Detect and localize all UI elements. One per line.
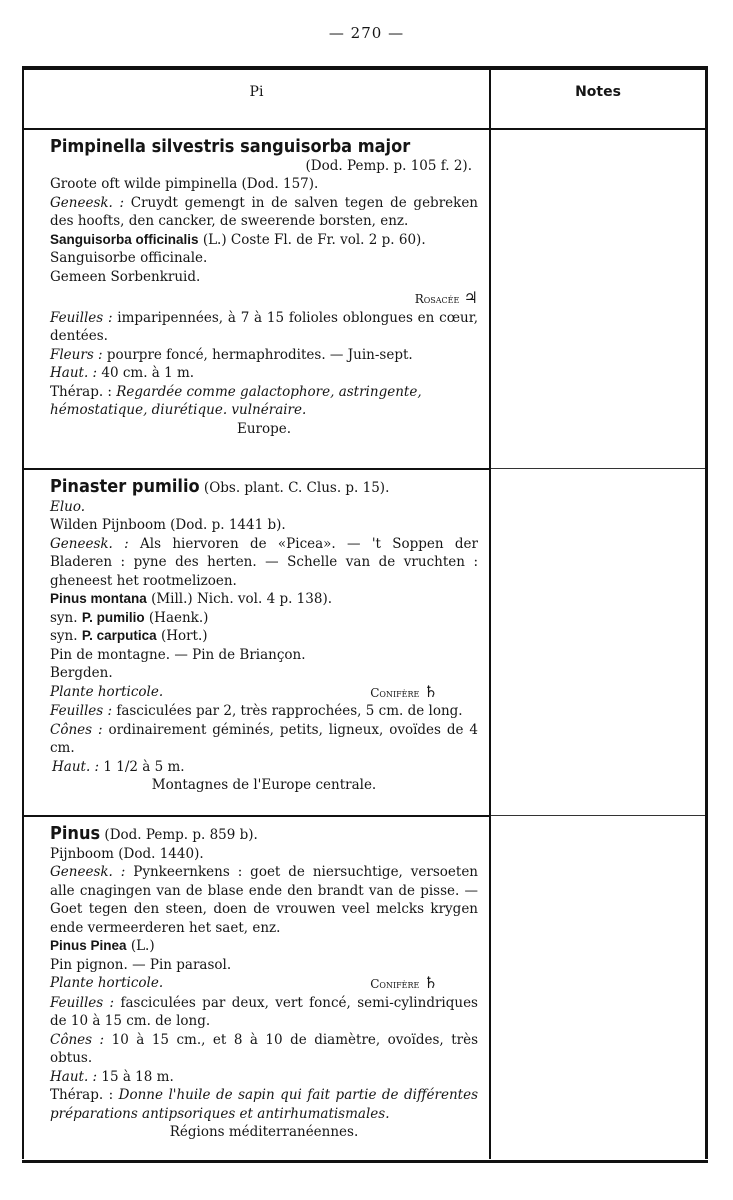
- synonym-ref: (Hort.): [160, 628, 208, 644]
- entry-title: Pinaster pumilio: [50, 476, 200, 497]
- entry-reference: (Dod. Pemp. p. 859 b).: [104, 827, 258, 843]
- entry-title: Pinus: [50, 823, 101, 844]
- french-names: Pin pignon. — Pin parasol.: [50, 956, 232, 973]
- family-name: Rosacée: [414, 292, 460, 306]
- table-right-border: [705, 66, 708, 1159]
- section-divider: [24, 468, 489, 470]
- dutch-name: Gemeen Sorbenkruid.: [50, 268, 201, 285]
- synonym-name: P. pumilio: [81, 609, 145, 625]
- vernacular-name: Wilden Pijnboom (Dod. p. 1441 b).: [50, 517, 286, 533]
- fleurs-text: pourpre foncé, hermaphrodites. — Juin-sept.: [106, 346, 413, 363]
- vernacular-name: Groote oft wilde pimpinella (Dod. 157).: [50, 176, 319, 192]
- column-divider: [489, 66, 491, 1159]
- scientific-ref: (Mill.) Nich. vol. 4 p. 138).: [151, 591, 333, 607]
- therap-label: Thérap. :: [50, 1087, 114, 1103]
- table-left-border: [22, 66, 24, 1159]
- geneesk-label: Geneesk. :: [50, 194, 125, 211]
- notes-header: Notes: [575, 84, 621, 100]
- french-names: Pin de montagne. — Pin de Briançon.: [50, 646, 306, 663]
- synonym-name: P. carputica: [81, 628, 157, 643]
- entry-pimpinella: [50, 138, 478, 438]
- cones-label: Cônes :: [50, 1031, 105, 1048]
- region: Régions méditerranéennes.: [169, 1124, 359, 1140]
- cones-label: Cônes :: [50, 721, 103, 738]
- shrub-symbol: ♄: [423, 973, 438, 992]
- vernacular-name: Pijnboom (Dod. 1440).: [50, 845, 204, 862]
- geneesk-text: Als hiervoren de «Picea». — 't Soppen der Bladeren : pyne des herten. — Schelle van de vruchten : gheneest het rootmelizoen.: [50, 535, 478, 589]
- shrub-symbol: ♄: [423, 681, 438, 701]
- entry-title: Pimpinella silvestris sanguisorba major: [50, 136, 411, 157]
- scientific-name: Pinus montana: [50, 591, 147, 606]
- therap-label: Thérap. :: [50, 383, 112, 400]
- entry-pinus: [50, 825, 478, 1142]
- perennial-symbol: ♃: [463, 288, 478, 307]
- section-divider: [24, 815, 489, 817]
- feuilles-label: Feuilles :: [50, 309, 113, 326]
- syn-word: syn.: [50, 628, 78, 644]
- haut-label: Haut. :: [50, 365, 98, 381]
- eluo-label: Eluo.: [50, 498, 86, 515]
- region: Europe.: [236, 420, 292, 437]
- haut-label: Haut. :: [52, 758, 100, 775]
- entry-pinaster: [50, 478, 478, 795]
- therap-text: Donne l'huile de sapin qui fait partie de différentes préparations antipsoriques et antirhumatismales.: [50, 1087, 479, 1122]
- geneesk-text: Pynkeernkens : goet de niersuchtige, versoeten alle cnagingen van de blase ende den brandt van de pisse. — Goet tegen den steen, doen de vrouwen veel melcks krygen ende vermeerderen het saet, enz.: [50, 864, 479, 936]
- french-name: Sanguisorbe officinale.: [50, 250, 208, 266]
- notes-divider: [491, 468, 705, 469]
- scientific-name: Sanguisorba officinalis: [50, 231, 199, 247]
- geneesk-text: Cruydt gemengt in de salven tegen de gebreken des hoofts, den cancker, de sweerende borsten, enz.: [50, 194, 479, 229]
- family-name: Conifère: [370, 977, 420, 991]
- cones-text: ordinairement géminés, petits, ligneux, ovoïdes de 4 cm.: [50, 721, 478, 756]
- entry-reference: (Dod. Pemp. p. 105 f. 2).: [305, 157, 472, 174]
- feuilles-text: fasciculées par 2, très rapprochées, 5 cm. de long.: [116, 703, 463, 719]
- region: Montagnes de l'Europe centrale.: [151, 777, 377, 793]
- feuilles-label: Feuilles :: [50, 994, 115, 1011]
- page-number: — 270 —: [328, 24, 405, 42]
- plante-horticole: Plante horticole.: [50, 683, 164, 700]
- scientific-ref: (L.) Coste Fl. de Fr. vol. 2 p. 60).: [202, 231, 426, 248]
- section-header-letters: Pi: [249, 84, 264, 100]
- notes-divider: [491, 815, 705, 816]
- header-rule: [24, 128, 705, 130]
- geneesk-label: Geneesk. :: [50, 535, 129, 552]
- plante-horticole: Plante horticole.: [50, 975, 164, 991]
- feuilles-text: imparipennées, à 7 à 15 folioles oblongues en cœur, dentées.: [50, 309, 478, 344]
- syn-word: syn.: [50, 609, 78, 626]
- dutch-name: Bergden.: [50, 665, 113, 681]
- fleurs-label: Fleurs :: [50, 346, 103, 363]
- entry-reference: (Obs. plant. C. Clus. p. 15).: [203, 480, 390, 496]
- therap-text: Regardée comme galactophore, astringente, hémostatique, diurétique. vulnéraire.: [50, 383, 422, 418]
- family-name: Conifère: [370, 685, 420, 700]
- scientific-name: Pinus Pinea: [50, 938, 127, 953]
- cones-text: 10 à 15 cm., et 8 à 10 de diamètre, ovoïdes, très obtus.: [50, 1031, 478, 1066]
- haut-text: 1 1/2 à 5 m.: [103, 758, 185, 775]
- haut-text: 15 à 18 m.: [101, 1068, 174, 1085]
- haut-label: Haut. :: [50, 1068, 98, 1085]
- feuilles-text: fasciculées par deux, vert foncé, semi-cylindriques de 10 à 15 cm. de long.: [50, 994, 478, 1029]
- scientific-ref: (L.): [130, 938, 155, 954]
- haut-text: 40 cm. à 1 m.: [101, 365, 195, 381]
- synonym-ref: (Haenk.): [148, 609, 209, 626]
- geneesk-label: Geneesk. :: [50, 864, 126, 880]
- feuilles-label: Feuilles :: [50, 703, 113, 719]
